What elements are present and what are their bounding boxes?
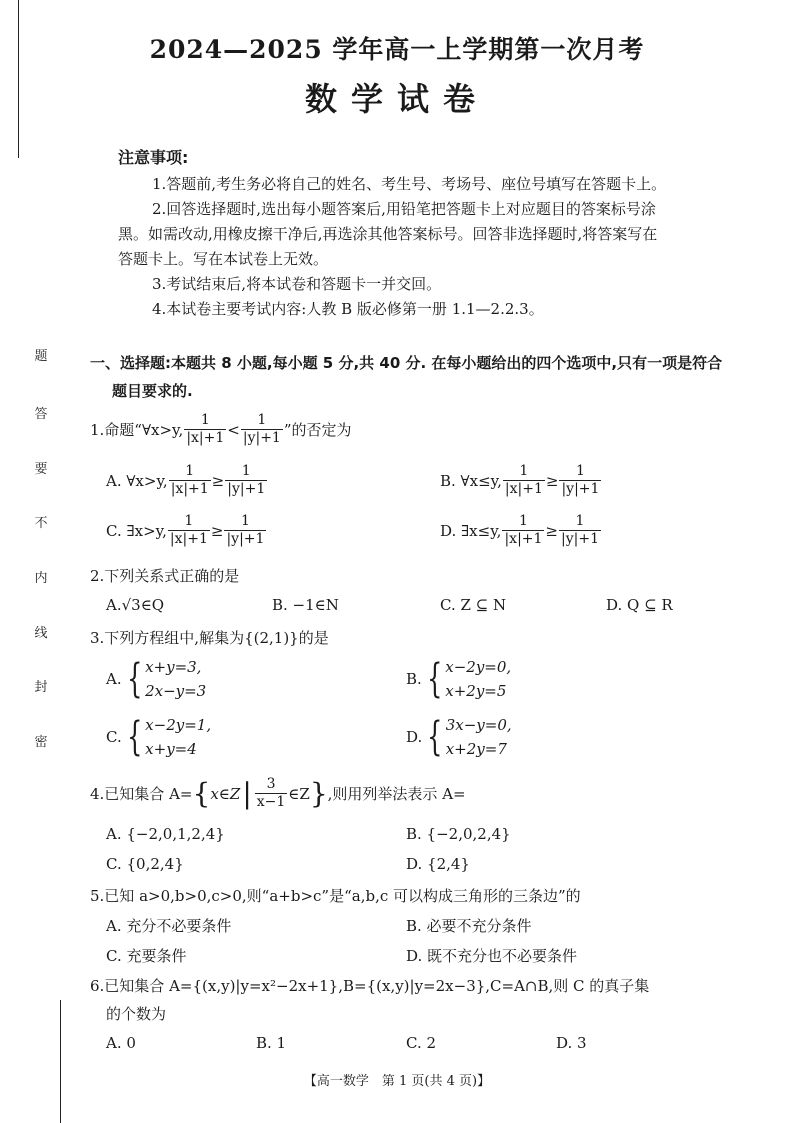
q1-stem-suffix: ”的否定为 — [283, 421, 352, 439]
option-label: D. ∃x≤y, — [440, 521, 502, 540]
question-1-stem — [90, 412, 352, 447]
q5-option-b: B. 必要不充分条件 — [406, 917, 532, 935]
binding-char: 线 — [34, 626, 48, 641]
frac-den: |y|+1 — [242, 430, 281, 446]
frac-num: 1 — [518, 513, 528, 529]
equation: x+y=3, — [145, 658, 202, 676]
option-label: C. ∃x>y, — [106, 521, 167, 540]
q6-option-a: A. 0 — [106, 1034, 136, 1052]
right-brace-icon: } — [309, 776, 328, 810]
q4-option-b: B. {−2,0,2,4} — [406, 825, 511, 843]
equation: 2x−y=3 — [145, 682, 207, 700]
q1-option-c — [106, 513, 267, 548]
q4-fraction — [255, 776, 288, 811]
frac — [225, 463, 267, 498]
binding-char: 题 — [34, 349, 48, 364]
frac — [169, 463, 211, 498]
frac-num: 1 — [241, 463, 251, 479]
frac-num: 3 — [266, 776, 276, 792]
q2-option-b: B. −1∈N — [272, 596, 339, 614]
exam-title: 2024—2025 学年高一上学期第一次月考 — [149, 35, 645, 64]
question-6-stem-cont: 的个数为 — [106, 1005, 167, 1023]
frac-num: 1 — [575, 463, 585, 479]
section-heading-cont: 题目要求的. — [112, 382, 193, 400]
frac — [559, 513, 601, 548]
frac-den: |y|+1 — [561, 531, 599, 547]
q5-option-a: A. 充分不必要条件 — [106, 917, 232, 935]
q4-option-a: A. {−2,0,1,2,4} — [106, 825, 225, 843]
brace-icon: { — [126, 714, 143, 760]
equation: x+2y=5 — [445, 682, 507, 700]
q1-option-b — [440, 463, 602, 498]
frac-den: |x|+1 — [170, 481, 209, 497]
q3-option-d — [406, 713, 512, 761]
q2-option-c: C. Z ⊆ N — [440, 596, 507, 614]
frac-den: |x|+1 — [169, 531, 208, 547]
note-line: 答题卡上。写在本试卷上无效。 — [118, 250, 329, 268]
binding-char: 内 — [34, 571, 48, 586]
frac — [502, 513, 544, 548]
brace-icon: { — [426, 656, 443, 702]
q2-option-a: A.√3∈Q — [106, 596, 165, 614]
q1-option-a — [106, 463, 268, 498]
q4-option-c: C. {0,2,4} — [106, 855, 184, 873]
q4-option-d: D. {2,4} — [406, 855, 470, 873]
binding-char: 封 — [34, 680, 48, 695]
q4-stem-suffix: ,则用列举法表示 A= — [327, 785, 466, 803]
frac-num: 1 — [240, 513, 250, 529]
frac-num: 1 — [200, 412, 210, 428]
equation: x−2y=1, — [145, 716, 212, 734]
left-brace-icon: { — [192, 776, 211, 810]
exam-subject-title: 数学试卷 — [304, 80, 489, 118]
note-line: 黑。如需改动,用橡皮擦干净后,再选涂其他答案标号。回答非选择题时,将答案写在 — [118, 225, 658, 243]
frac-den: |y|+1 — [227, 481, 266, 497]
option-label: A. ∀x>y, — [106, 471, 168, 490]
equation: 3x−y=0, — [445, 716, 512, 734]
ge-sign: ≥ — [545, 471, 559, 490]
notes-heading: 注意事项: — [118, 148, 189, 167]
q1-stem-prefix: 1.命题“∀x>y, — [90, 421, 184, 439]
frac-den: |x|+1 — [504, 531, 543, 547]
equation: x+2y=7 — [445, 740, 507, 758]
ge-sign: ≥ — [211, 471, 225, 490]
frac-den: |y|+1 — [226, 531, 265, 547]
frac-den: |x|+1 — [186, 430, 225, 446]
q2-option-d: D. Q ⊆ R — [606, 596, 673, 614]
q1-less-than: < — [227, 420, 240, 439]
frac — [503, 463, 545, 498]
brace-icon: { — [126, 656, 142, 702]
note-line: 4.本试卷主要考试内容:人教 B 版必修第一册 1.1—2.2.3。 — [152, 300, 544, 318]
frac — [559, 463, 601, 498]
ge-sign: ≥ — [210, 521, 224, 540]
frac-num: 1 — [575, 513, 585, 529]
q6-option-b: B. 1 — [256, 1034, 287, 1052]
q1-fraction-y — [241, 412, 283, 447]
q4-stem-prefix: 4.已知集合 A= — [90, 785, 193, 803]
option-label: D. — [406, 728, 423, 746]
q1-option-d — [440, 513, 602, 548]
question-6-stem: 6.已知集合 A={(x,y)|y=x²−2x+1},B={(x,y)|y=2x−3},C=A∩B,则 C 的真子集 — [90, 977, 650, 995]
question-5-stem: 5.已知 a>0,b>0,c>0,则“a+b>c”是“a,b,c 可以构成三角形的三条边”的 — [90, 887, 581, 905]
brace-icon: { — [427, 714, 443, 760]
question-4-stem — [90, 776, 466, 811]
option-label: B. — [406, 670, 422, 688]
page-footer: 【高一数学 第 1 页(共 4 页)】 — [303, 1074, 491, 1089]
frac-num: 1 — [184, 513, 194, 529]
q1-fraction-x — [184, 412, 226, 447]
note-line: 3.考试结束后,将本试卷和答题卡一并交回。 — [152, 275, 442, 293]
equation: x−2y=0, — [445, 658, 512, 676]
frac-den: |x|+1 — [504, 481, 543, 497]
q3-option-c — [106, 713, 211, 761]
equation-system — [446, 713, 512, 761]
question-2-stem: 2.下列关系式正确的是 — [90, 567, 240, 585]
option-label: A. — [106, 670, 122, 688]
frac-num: 1 — [519, 463, 529, 479]
frac-num: 1 — [185, 463, 195, 479]
frac-den: x−1 — [256, 794, 286, 810]
q3-option-b — [406, 655, 511, 703]
q5-option-c: C. 充要条件 — [106, 947, 187, 965]
binding-char: 要 — [34, 462, 48, 477]
frac — [224, 513, 266, 548]
binding-char: 不 — [34, 516, 48, 531]
binding-char: 答 — [34, 407, 48, 422]
binding-line-bottom — [60, 1000, 61, 1123]
frac-den: |y|+1 — [561, 481, 600, 497]
q4-set-left: x∈Z — [210, 784, 241, 803]
q3-option-a — [106, 655, 206, 703]
equation: x+y=4 — [145, 740, 197, 758]
frac-num: 1 — [257, 412, 267, 428]
q6-option-d: D. 3 — [556, 1034, 587, 1052]
ge-sign: ≥ — [545, 521, 558, 540]
note-line: 1.答题前,考生务必将自己的姓名、考生号、考场号、座位号填写在答题卡上。 — [152, 175, 667, 193]
q4-set-right: ∈Z — [288, 784, 310, 803]
bar-icon: | — [242, 776, 252, 810]
equation-system — [145, 655, 206, 703]
equation-system — [145, 713, 211, 761]
equation-system — [445, 655, 511, 703]
question-3-stem: 3.下列方程组中,解集为{(2,1)}的是 — [90, 629, 329, 647]
q5-option-d: D. 既不充分也不必要条件 — [406, 947, 578, 965]
option-label: B. ∀x≤y, — [440, 471, 502, 490]
binding-char: 密 — [34, 735, 48, 750]
note-line: 2.回答选择题时,选出每小题答案后,用铅笔把答题卡上对应题目的答案标号涂 — [152, 200, 656, 218]
q6-option-c: C. 2 — [406, 1034, 437, 1052]
option-label: C. — [106, 728, 122, 746]
frac — [168, 513, 210, 548]
section-heading: 一、选择题:本题共 8 小题,每小题 5 分,共 40 分. 在每小题给出的四个选项中,只有一项是符合 — [90, 354, 723, 372]
